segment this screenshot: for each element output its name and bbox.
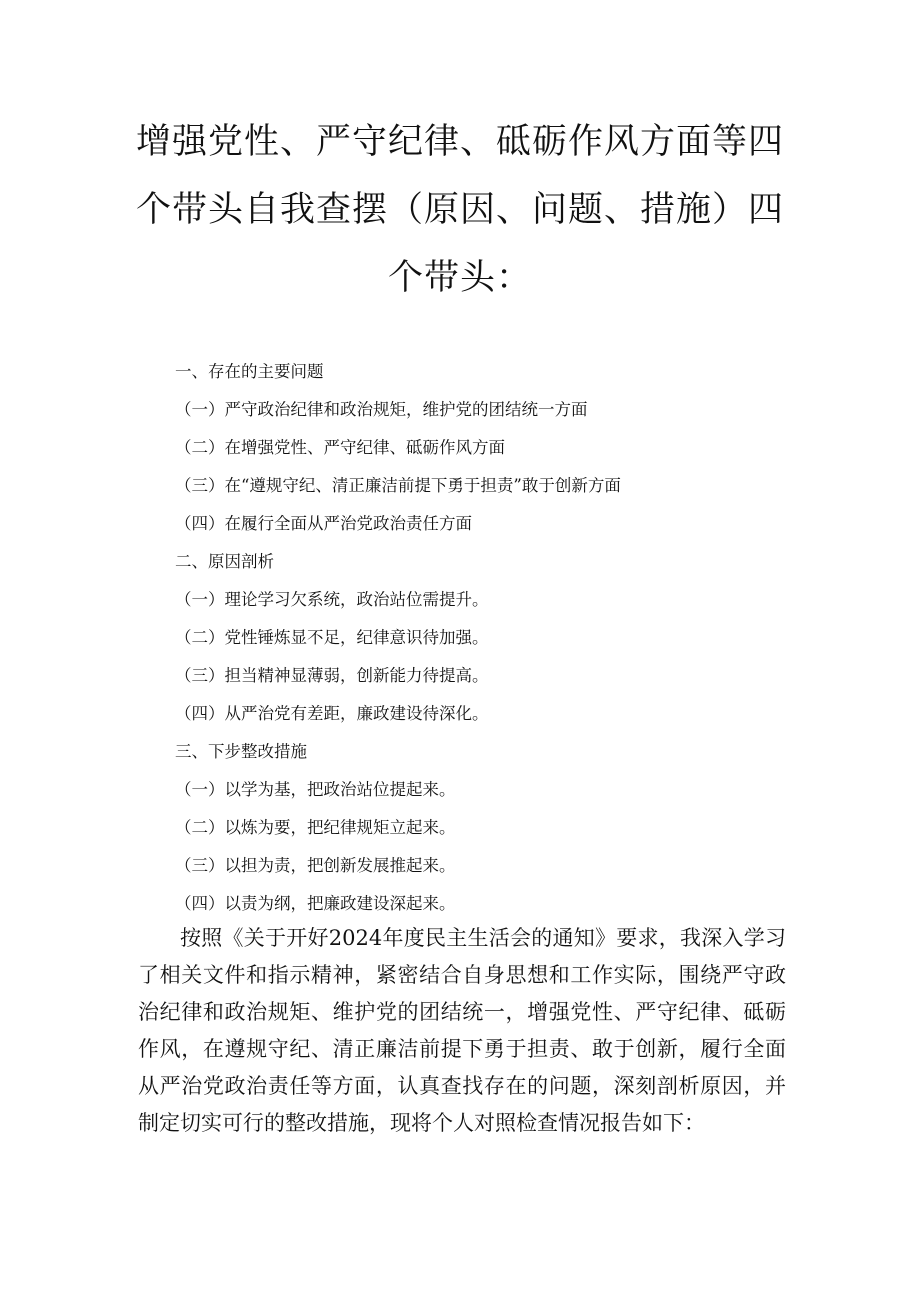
- document-title: 增强党性、严守纪律、砥砺作风方面等四个带头自我查摆（原因、问题、措施）四个带头：: [135, 122, 784, 298]
- list-item: （四）从严治党有差距，廉政建设待深化。: [175, 704, 489, 723]
- list-item: （四）在履行全面从严治党政治责任方面: [175, 514, 472, 533]
- list-item: （三）担当精神显薄弱，创新能力待提高。: [175, 666, 489, 685]
- list-item: （一）严守政治纪律和政治规矩，维护党的团结统一方面: [175, 400, 588, 419]
- outline-list: [175, 353, 775, 923]
- list-item: （一）以学为基，把政治站位提起来。: [175, 780, 456, 799]
- list-item: （三）以担为责，把创新发展推起来。: [175, 856, 456, 875]
- list-item: （三）在“遵规守纪、清正廉洁前提下勇于担责”敢于创新方面: [175, 476, 621, 495]
- body-paragraph: 按照《关于开好2024年度民主生活会的通知》要求，我深入学习了相关文件和指示精神，紧密结合自身思想和工作实际，围绕严守政治纪律和政治规矩、维护党的团结统一，增强党性、严守纪律、砥砺作风，在遵规守纪、清正廉洁前提下勇于担责、敢于创新，履行全面从严治党政治责任等方面，认真查找存在的问题，深刻剖析原因，并制定切实可行的整改措施，现将个人对照检查情况报告如下：: [138, 926, 786, 1135]
- section-heading: 二、原因剖析: [175, 552, 274, 571]
- section-heading: 一、存在的主要问题: [175, 362, 324, 381]
- list-item: （二）以炼为要，把纪律规矩立起来。: [175, 818, 456, 837]
- section-heading: 三、下步整改措施: [175, 742, 307, 761]
- list-item: （四）以责为纲，把廉政建设深起来。: [175, 894, 456, 913]
- list-item: （二）在增强党性、严守纪律、砥砺作风方面: [175, 438, 505, 457]
- list-item: （一）理论学习欠系统，政治站位需提升。: [175, 590, 489, 609]
- list-item: （二）党性锤炼显不足，纪律意识待加强。: [175, 628, 489, 647]
